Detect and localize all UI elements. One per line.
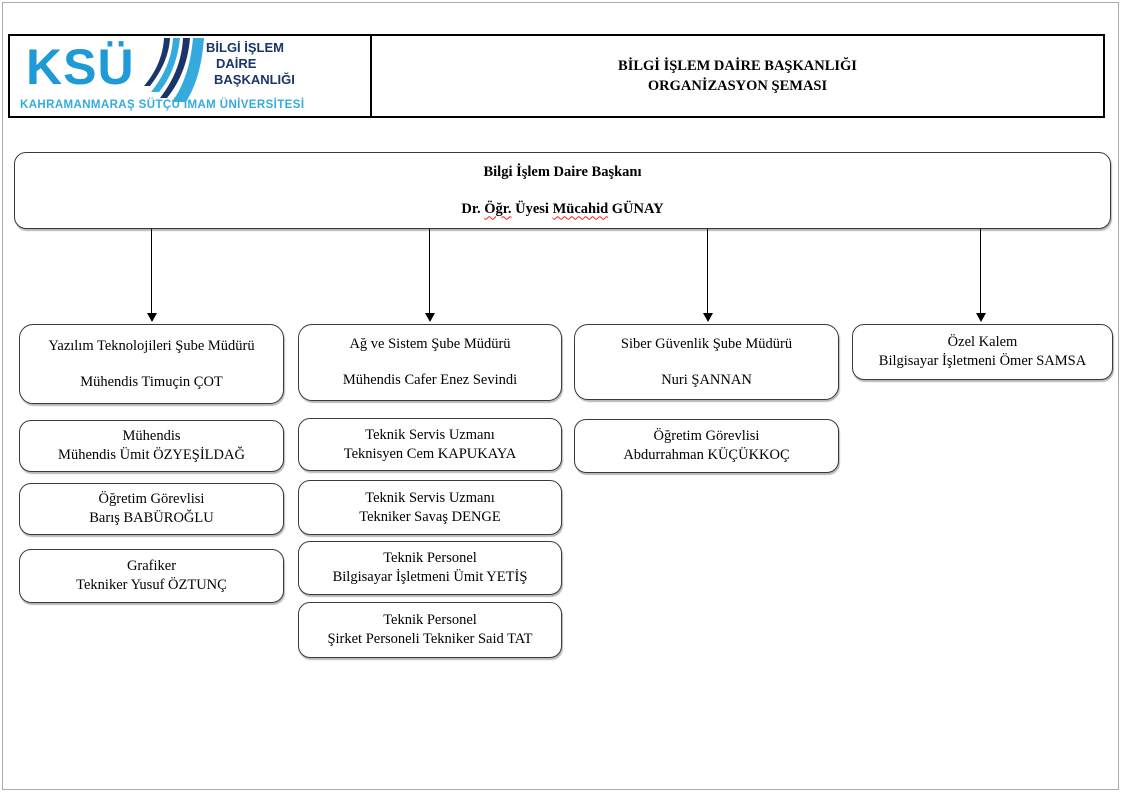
logo-department-text xyxy=(206,40,295,88)
role-title: Ağ ve Sistem Şube Müdürü xyxy=(349,336,511,352)
person-name: Bilgisayar İşletmeni Ömer SAMSA xyxy=(878,353,1087,369)
name-segment: Üyesi xyxy=(511,200,553,217)
role-title: Teknik Servis Uzmanı xyxy=(365,426,495,443)
role-title: Özel Kalem xyxy=(947,334,1018,350)
person-name: Mühendis Timuçin ÇOT xyxy=(80,373,223,390)
person-name: Tekniker Savaş DENGE xyxy=(359,508,501,525)
person-name: Teknisyen Cem KAPUKAYA xyxy=(343,445,517,462)
org-box-staff xyxy=(298,541,562,595)
connector-arrow-3 xyxy=(707,229,708,313)
role-title: Teknik Personel xyxy=(383,550,477,566)
person-name: Mühendis Cafer Enez Sevindi xyxy=(342,372,518,388)
role-title: Öğretim Görevlisi xyxy=(98,491,205,507)
org-box-staff xyxy=(19,549,284,603)
role-title: Bilgi İşlem Daire Başkanı xyxy=(483,163,642,180)
person-name: Nuri ŞANNAN xyxy=(661,371,752,388)
role-title: Siber Güvenlik Şube Müdürü xyxy=(620,335,793,352)
org-box-staff xyxy=(574,419,839,473)
org-box-manager-yazilim xyxy=(19,324,284,404)
person-name: Şirket Personeli Tekniker Said TAT xyxy=(327,631,533,647)
org-box-ozel-kalem xyxy=(852,324,1113,380)
role-title: Mühendis xyxy=(122,428,181,444)
org-box-root xyxy=(14,152,1111,229)
connector-arrow-1 xyxy=(151,229,152,313)
org-box-staff xyxy=(298,480,562,535)
logo-department-line: DAİRE xyxy=(216,56,257,71)
org-box-manager-siber-guvenlik xyxy=(574,324,839,400)
logo-department-line: BİLGİ İŞLEM xyxy=(206,40,284,55)
name-segment-misspelled: Mücahid xyxy=(552,200,609,217)
person-name: Tekniker Yusuf ÖZTUNÇ xyxy=(76,577,227,593)
connector-arrow-2 xyxy=(429,229,430,313)
person-name xyxy=(461,200,663,219)
header xyxy=(8,34,1105,118)
document-title-line2: ORGANİZASYON ŞEMASI xyxy=(647,78,828,94)
role-title: Grafiker xyxy=(126,558,177,574)
role-title: Teknik Personel xyxy=(383,612,477,628)
person-name: Bilgisayar İşletmeni Ümit YETİŞ xyxy=(332,569,528,585)
org-box-staff xyxy=(298,602,562,658)
logo-wave-icon xyxy=(144,38,204,102)
arrowhead-down-icon xyxy=(976,313,986,322)
org-box-staff xyxy=(19,483,284,535)
connector-arrow-4 xyxy=(980,229,981,313)
name-segment-misspelled: Öğr. xyxy=(484,200,512,217)
arrowhead-down-icon xyxy=(703,313,713,322)
org-box-staff xyxy=(19,420,284,472)
arrowhead-down-icon xyxy=(147,313,157,322)
logo-acronym: KSÜ xyxy=(26,39,135,95)
person-name: Abdurrahman KÜÇÜKKOÇ xyxy=(623,447,790,463)
ksu-logo xyxy=(8,34,372,118)
document-title-box xyxy=(370,34,1105,118)
person-name: Barış BABÜROĞLU xyxy=(89,510,214,526)
role-title: Teknik Servis Uzmanı xyxy=(365,489,495,506)
logo-university-name: KAHRAMANMARAŞ SÜTÇÜ İMAM ÜNİVERSİTESİ xyxy=(20,99,305,111)
org-box-manager-ag-sistem xyxy=(298,324,562,401)
arrowhead-down-icon xyxy=(425,313,435,322)
name-segment: GÜNAY xyxy=(608,200,664,217)
document-title-line1: BİLGİ İŞLEM DAİRE BAŞKANLIĞI xyxy=(618,58,857,74)
role-title: Öğretim Görevlisi xyxy=(653,428,760,444)
org-box-staff xyxy=(298,418,562,471)
role-title: Yazılım Teknolojileri Şube Müdürü xyxy=(48,337,255,354)
name-segment: Dr. xyxy=(461,200,485,217)
person-name: Mühendis Ümit ÖZYEŞİLDAĞ xyxy=(58,447,245,463)
logo-department-line: BAŞKANLIĞI xyxy=(214,72,295,87)
